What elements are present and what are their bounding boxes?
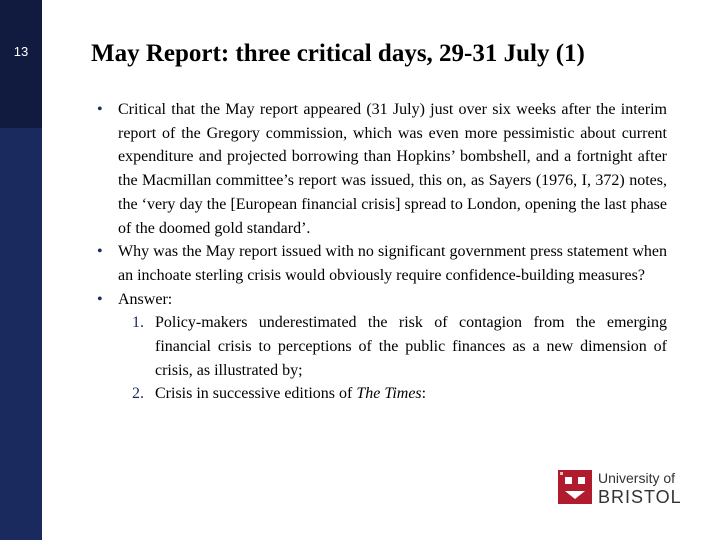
logo-line-1: University of [598,470,676,486]
bullet-text: Answer: [118,290,173,308]
newspaper-title: The Times [356,385,422,403]
university-logo [556,466,686,510]
bullet-text: Why was the May report issued with no significant government press statement when an inchoate sterling crisis would obviously require confidence-building measures? [118,243,667,284]
bullet-item [97,288,667,312]
item-number: 1. [132,314,144,332]
item-number: 2. [132,385,144,403]
bullet-marker: • [97,290,103,308]
numbered-item [97,311,667,382]
bullet-item [97,98,667,240]
sidebar-bar [0,0,42,540]
slide-title: May Report: three critical days, 29-31 July (1) [91,40,585,67]
bullet-marker: • [97,243,103,261]
item-text-tail: : [421,385,427,403]
logo-line-2: BRISTOL [598,487,682,507]
crest-icon [558,470,592,504]
slide-number: 13 [13,44,29,59]
numbered-item [97,382,667,406]
sidebar-header-block [0,0,42,128]
bullet-item [97,240,667,287]
slide-content [97,98,667,406]
bullet-text: Critical that the May report appeared (31 July) just over six weeks after the interim report of the Gregory commission, which was even more pessimistic about current expenditure and projected borrowing than Hopkins’ bombshell, and a fortnight after the Macmillan committee’s report was issued, this on, as Sayers (1976, I, 372) notes, the ‘very day the [European financial crisis] spread to London, opening the last phase of the doomed gold standard’. [118,101,667,237]
item-text: Policy-makers underestimated the risk of contagion from the emerging financial crisis to perceptions of the public finances as a new dimension of crisis, as illustrated by; [155,314,667,379]
bullet-marker: • [97,101,103,118]
item-text-lead: Crisis in successive editions of [155,385,357,403]
